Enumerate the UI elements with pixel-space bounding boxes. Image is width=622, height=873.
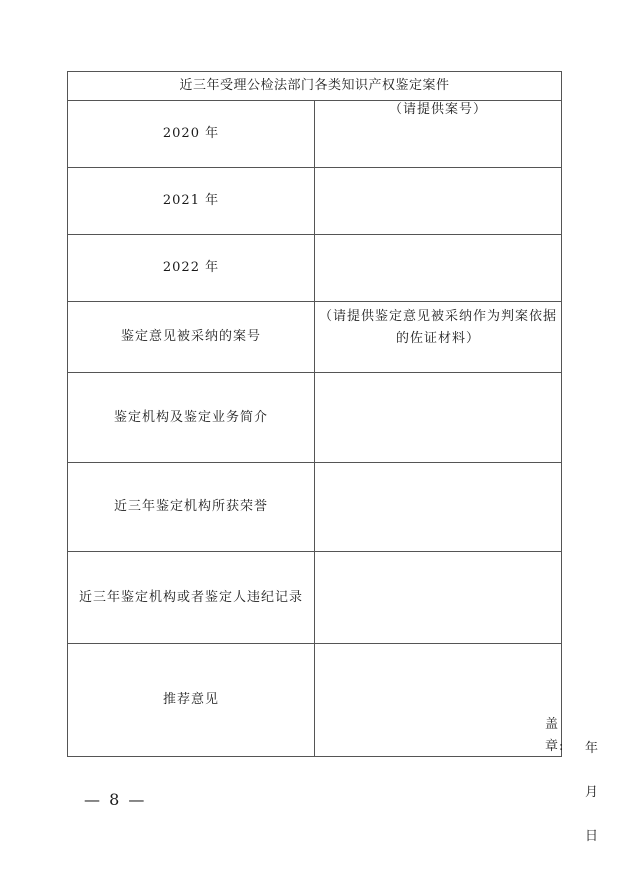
content-adopted-opinion — [315, 302, 562, 373]
day-label: 日 — [585, 829, 599, 844]
row-adopted-opinion — [68, 302, 562, 373]
label-adopted-opinion: 鉴定意见被采纳的案号 — [68, 302, 315, 373]
label-2020: 2020 年 — [68, 101, 315, 168]
date-line — [585, 738, 607, 848]
ip-appraisal-form-table — [67, 71, 599, 844]
row-2021 — [68, 168, 562, 235]
label-2021: 2021 年 — [68, 168, 315, 235]
row-violation-record — [68, 552, 562, 644]
case-number-note: （请提供案号） — [388, 102, 487, 117]
label-recommendation: 推荐意见 — [68, 644, 315, 757]
content-2021 — [315, 168, 562, 235]
content-violation-record — [315, 552, 562, 644]
row-2020 — [68, 101, 562, 168]
content-honors — [315, 463, 562, 552]
title-row — [68, 72, 562, 101]
content-institution-intro — [315, 373, 562, 463]
seal-label: 盖章: — [545, 717, 565, 754]
label-honors: 近三年鉴定机构所获荣誉 — [68, 463, 315, 552]
page-number: — 8 — — [84, 790, 147, 809]
label-violation-record: 近三年鉴定机构或者鉴定人违纪记录 — [68, 552, 315, 644]
year-label: 年 — [585, 741, 599, 756]
label-2022: 2022 年 — [68, 235, 315, 302]
content-2020 — [315, 101, 562, 168]
content-recommendation — [315, 644, 599, 844]
row-institution-intro — [68, 373, 562, 463]
month-label: 月 — [585, 785, 599, 800]
row-recommendation — [68, 644, 562, 757]
row-2022 — [68, 235, 562, 302]
row-honors — [68, 463, 562, 552]
label-institution-intro: 鉴定机构及鉴定业务简介 — [68, 373, 315, 463]
content-2022 — [315, 235, 562, 302]
evidence-note: （请提供鉴定意见被采纳作为判案依据的佐证材料） — [318, 309, 557, 346]
table-title: 近三年受理公检法部门各类知识产权鉴定案件 — [68, 72, 562, 101]
